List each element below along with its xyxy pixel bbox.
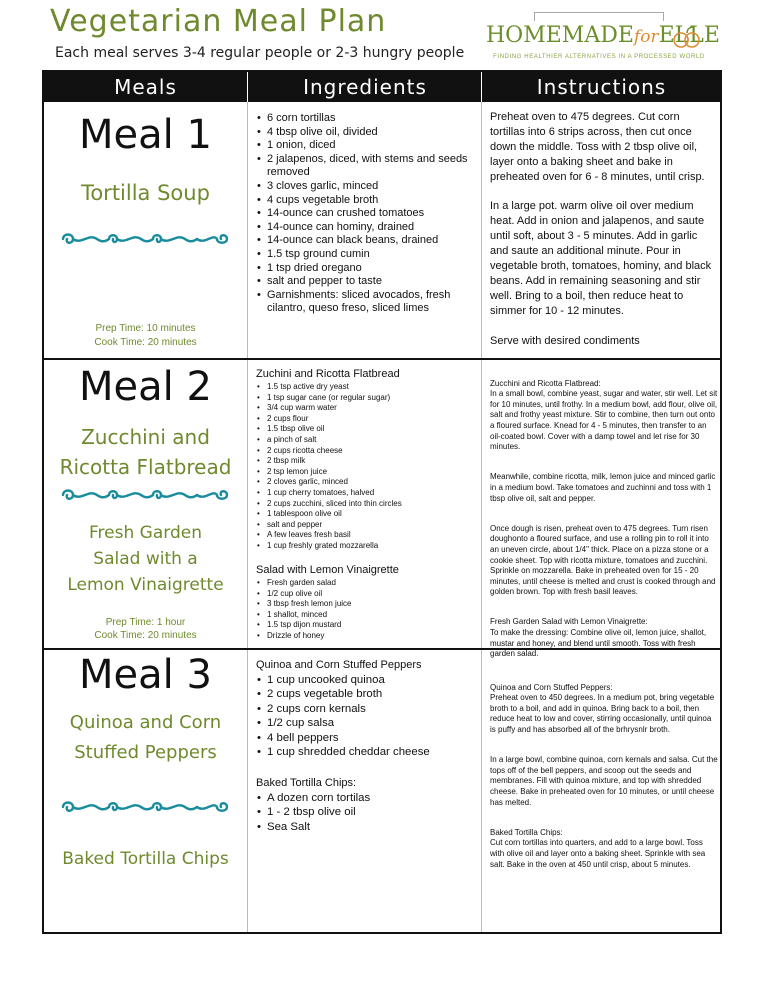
ingredient-item: • 2 cloves garlic, minced bbox=[256, 477, 476, 488]
ingredient-list bbox=[256, 791, 476, 834]
ingredient-item: • salt and pepper bbox=[256, 520, 476, 531]
meal-cell bbox=[44, 360, 247, 648]
header-instructions: Instructions bbox=[481, 72, 721, 102]
ingredient-item: • 1 shallot, minced bbox=[256, 610, 476, 621]
ingredient-item: • 14-ounce can hominy, drained bbox=[256, 221, 476, 235]
ingredient-item: • 2 cups flour bbox=[256, 414, 476, 425]
ingredient-item: • 6 corn tortillas bbox=[256, 112, 476, 126]
meal-label: Meal 2 bbox=[79, 364, 212, 410]
homemade-for-elle-logo[interactable] bbox=[486, 12, 720, 64]
dish-name: Zucchini and Ricotta Flatbread bbox=[59, 425, 232, 479]
ingredient-item: • Fresh garden salad bbox=[256, 578, 476, 589]
ingredient-list bbox=[256, 673, 476, 759]
ingredient-group-title: Quinoa and Corn Stuffed Peppers bbox=[256, 659, 422, 671]
instruction-paragraph: Baked Tortilla Chips: Cut corn tortillas into quarters, and add to a large bowl. Toss with olive oil and layer onto a baking sheet. Sprinkle with sea salt. Bake in the oven at 450 until crisp, about 5 minutes. bbox=[490, 827, 706, 869]
ingredient-item: • 1 tablespoon olive oil bbox=[256, 509, 476, 520]
ingredient-item: • 2 cups zucchini, sliced into thin circles bbox=[256, 499, 476, 510]
cook-time: Cook Time: 20 minutes bbox=[94, 630, 197, 641]
ingredient-item: • 1 cup shredded cheddar cheese bbox=[256, 745, 476, 759]
instructions-cell bbox=[482, 650, 718, 932]
ingredient-item: • 2 tbsp milk bbox=[256, 456, 476, 467]
instruction-paragraph: In a large bowl, combine quinoa, corn kernals and salsa. Cut the tops off of the bell peppers, and scoop out the seeds and membranes. Fill with quinoa mixture, and top with shredded cheese. Bake in preheated oven for 10 minutes, or until cheese has melted. bbox=[490, 755, 718, 807]
meal-plan-table bbox=[42, 70, 722, 934]
ingredient-group-title: Zuchini and Ricotta Flatbread bbox=[256, 368, 400, 380]
page-title: Vegetarian Meal Plan bbox=[50, 4, 387, 39]
ingredient-item: • 1.5 tsp active dry yeast bbox=[256, 382, 476, 393]
ingredient-item: • 1 tsp dried oregano bbox=[256, 262, 476, 276]
meal-cell bbox=[44, 102, 247, 358]
ingredient-item: • 1 tsp sugar cane (or regular sugar) bbox=[256, 393, 476, 404]
ingredient-item: • 1/2 cup olive oil bbox=[256, 589, 476, 600]
table-header bbox=[44, 72, 720, 102]
ingredient-item: • Sea Salt bbox=[256, 820, 476, 834]
cook-time: Cook Time: 20 minutes bbox=[94, 337, 197, 348]
ingredient-item: • 1.5 tsp dijon mustard bbox=[256, 620, 476, 631]
meal-row-1 bbox=[44, 102, 720, 358]
ingredient-item: • A dozen corn tortilas bbox=[256, 791, 476, 805]
logo-name-for: for bbox=[633, 27, 659, 47]
flourish-divider-icon bbox=[59, 486, 231, 504]
ingredient-item: • 1.5 tbsp olive oil bbox=[256, 424, 476, 435]
ingredient-group-title: Baked Tortilla Chips: bbox=[256, 777, 357, 789]
ingredient-item: • 14-ounce can crushed tomatoes bbox=[256, 207, 476, 221]
ingredient-item: • 2 tsp lemon juice bbox=[256, 467, 476, 478]
instruction-paragraph: In a large pot. warm olive oil over medium heat. Add in onion and jalapenos, and saute until soft, about 3 - 5 minutes. Add in garlic and saute an additional minute. Pour in vegetable broth, tomatoes, hominy, and black beans. Add in remaining seasoning and stir well. Bring to a boil, then reduce heat to simmer for 10 - 12 minutes. bbox=[490, 200, 712, 317]
meal-cell bbox=[44, 650, 247, 932]
ingredient-list bbox=[256, 382, 476, 552]
dish-name: Baked Tortilla Chips bbox=[62, 849, 229, 869]
flourish-divider-icon bbox=[59, 230, 231, 248]
ingredient-item: • 2 cups ricotta cheese bbox=[256, 446, 476, 457]
ingredient-item: • A few leaves fresh basil bbox=[256, 530, 476, 541]
ingredient-item: • 1.5 tsp ground cumin bbox=[256, 248, 476, 262]
logo-name-part1: HOMEMADE bbox=[486, 23, 634, 48]
instruction-paragraph: Meanwhile, combine ricotta, milk, lemon juice and minced garlic in a medium bowl. Take tomatoes and zuchinni and toss with 1 tbsp olive oil, salt and pepper. bbox=[490, 472, 716, 503]
instruction-paragraph: Quinoa and Corn Stuffed Peppers: Preheat oven to 450 degrees. In a medium pot, bring vegetable broth to a boil, and add in quinoa. Bring back to a boil, then reduce heat to low and cover, stirring occasionally, until quinoa is puffy and has absorbed all of the brhrysnlr broth. bbox=[490, 682, 715, 734]
dish-name: Fresh Garden Salad with a Lemon Vinaigrette bbox=[67, 523, 224, 595]
ingredient-item: • 3/4 cup warm water bbox=[256, 403, 476, 414]
dish-name: Quinoa and Corn Stuffed Peppers bbox=[69, 712, 222, 763]
ingredient-item: • 2 cups corn kernals bbox=[256, 702, 476, 716]
ingredient-item: • 3 tbsp fresh lemon juice bbox=[256, 599, 476, 610]
instructions-cell bbox=[482, 360, 718, 659]
ingredient-group-title: Salad with Lemon Vinaigrette bbox=[256, 564, 399, 576]
instruction-paragraph: Serve with desired condiments bbox=[490, 335, 640, 347]
fruit-icon bbox=[672, 26, 702, 50]
ingredient-item: • 4 bell peppers bbox=[256, 731, 476, 745]
ingredient-item: • salt and pepper to taste bbox=[256, 275, 476, 289]
ingredients-cell bbox=[248, 360, 480, 648]
ingredient-item: • 2 cups vegetable broth bbox=[256, 687, 476, 701]
ingredient-item: • a pinch of salt bbox=[256, 435, 476, 446]
ingredient-list bbox=[256, 112, 476, 316]
meal-label: Meal 3 bbox=[79, 652, 212, 698]
instruction-paragraph: Zucchini and Ricotta Flatbread: In a small bowl, combine yeast, sugar and water, stir well. Let sit for 10 minutes, until frothy. In a medium bowl, add flour, olive oil, salt and frothy yeast mixture. Stir to combine, then turn out onto a floured surface. Knead for 4 - 5 minutes, then transfer to an oil-coated bowl. Cover with a damp towel and let rise for 30 minutes. bbox=[490, 378, 718, 452]
ingredient-item: • Garnishments: sliced avocados, fresh cilantro, queso freso, sliced limes bbox=[256, 289, 476, 316]
ingredient-item: • 2 jalapenos, diced, with stems and seeds removed bbox=[256, 153, 476, 180]
ingredient-item: • 3 cloves garlic, minced bbox=[256, 180, 476, 194]
ingredient-item: • 1 cup freshly grated mozzarella bbox=[256, 541, 476, 552]
ingredient-item: • 4 cups vegetable broth bbox=[256, 194, 476, 208]
prep-time: Prep Time: 10 minutes bbox=[95, 323, 196, 334]
logo-roof-line bbox=[534, 12, 664, 21]
logo-tagline: FINDING HEALTHIER ALTERNATIVES IN A PROCESSED WORLD bbox=[493, 54, 705, 60]
ingredient-item: • 1 - 2 tbsp olive oil bbox=[256, 805, 476, 819]
ingredient-list bbox=[256, 578, 476, 642]
instruction-paragraph: Once dough is risen, preheat oven to 475 degrees. Turn risen doughonto a floured surface, and use a rolling pin to roll it into an uneven circle, about 1/4" thick. Place on a pizza stone or a cookie sheet. Top with ricotta mixture, tomatoes and zucchini. Sprinkle on mozzarella. Bake in preheated oven for 15 - 20 minutes, until cheese is melted and crust is cooked through and golden brown. Top with fresh basil leaves. bbox=[490, 523, 716, 597]
meal-row-2 bbox=[44, 360, 720, 659]
logo-name-part2: ELLE bbox=[658, 23, 720, 48]
header-ingredients: Ingredients bbox=[247, 72, 482, 102]
ingredient-item: • 1/2 cup salsa bbox=[256, 716, 476, 730]
instructions-cell bbox=[482, 102, 718, 358]
ingredient-item: • 14-ounce can black beans, drained bbox=[256, 234, 476, 248]
instruction-paragraph: Fresh Garden Salad with Lemon Vinaigrette: To make the dressing: Combine olive oil, lemon juice, shallot, mustar and honey, and blend until smooth. Toss with fresh garden salad. bbox=[490, 617, 707, 659]
meal-label: Meal 1 bbox=[79, 112, 212, 158]
ingredient-item: • 4 tbsp olive oil, divided bbox=[256, 126, 476, 140]
prep-time: Prep Time: 1 hour bbox=[105, 617, 186, 628]
flourish-divider-icon bbox=[59, 798, 231, 816]
instruction-paragraph: Preheat oven to 475 degrees. Cut corn tortillas into 6 strips across, then cut once down the middle. Toss with 2 tbsp olive oil, layer onto a baking sheet and bake in preheated oven for 6 - 8 minutes, until crisp. bbox=[490, 111, 705, 183]
ingredient-item: • 1 cup uncooked quinoa bbox=[256, 673, 476, 687]
ingredients-cell bbox=[248, 650, 480, 932]
ingredients-cell bbox=[248, 102, 480, 358]
dish-name: Tortilla Soup bbox=[81, 181, 210, 205]
page-subtitle: Each meal serves 3-4 regular people or 2-3 hungry people bbox=[55, 45, 465, 61]
meal-row-3 bbox=[44, 650, 720, 932]
header-meals: Meals bbox=[114, 75, 177, 99]
ingredient-item: • 1 cup cherry tomatoes, halved bbox=[256, 488, 476, 499]
ingredient-item: • 1 onion, diced bbox=[256, 139, 476, 153]
ingredient-item: • Drizzle of honey bbox=[256, 631, 476, 642]
